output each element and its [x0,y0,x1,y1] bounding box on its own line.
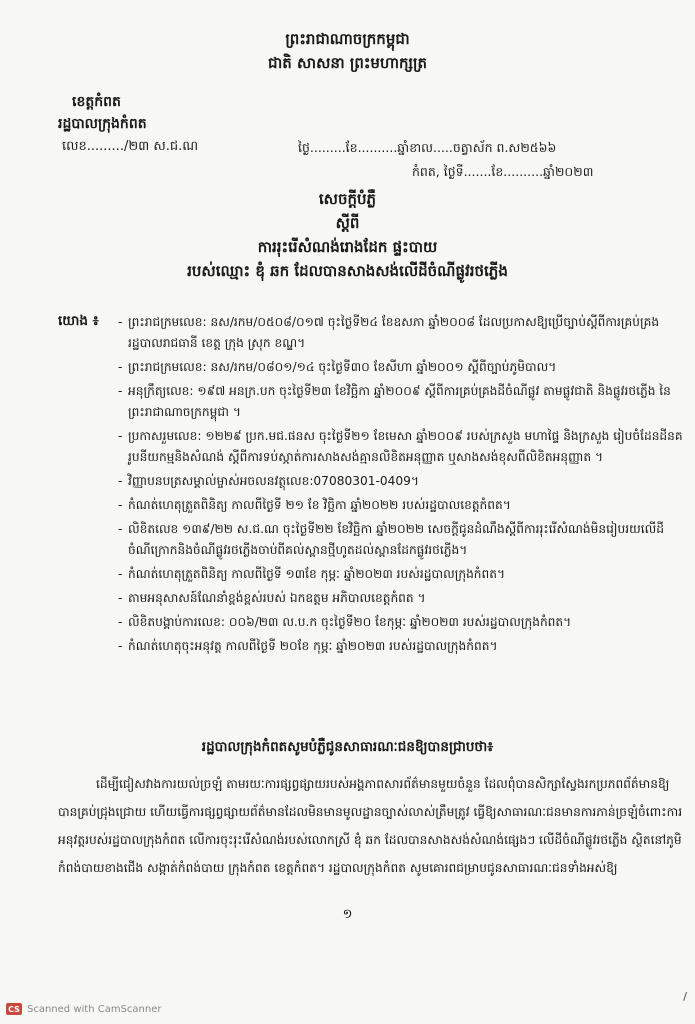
doc-subtitle-about: ស្តីពី [335,214,360,232]
body-paragraph: ដើម្បីជៀសវាងការយល់ច្រឡំ តាមរយៈការផ្សព្វផ្សាយរបស់អង្គភាពសារព័ត៌មានមួយចំនួន ដែលពុំបានសិក្សាស្វែងរកប្រភពព័ត៌មានឱ្យបានគ្រប់ជ្រុងជ្រោយ ហើយធ្វើការផ្សព្វផ្សាយព័ត៌មានដែលមិនមានមូលដ្ឋានច្បាស់លាស់ត្រឹមត្រូវ ធ្វើឱ្យសាធារណៈជនមានការភាន់ច្រឡំចំពោះការអនុវត្តរបស់រដ្ឋបាលក្រុងកំពត លើការចុះរុះរើសំណង់របស់លោកស្រី ឌុំ ឆក ដែលបានសាងសង់សំណង់ផ្សេងៗ លើដីចំណីផ្លូវរថភ្លើង ស្ថិតនៅភូមិកំពង់បាយខាងជើង សង្កាត់កំពង់បាយ ក្រុងកំពត ខេត្តកំពត។ រដ្ឋបាលក្រុងកំពត សូមគោរពជម្រាបជូនសាធារណៈជនទាំងអស់ឱ្យ [58,777,683,875]
corner-mark: / [683,990,687,1003]
motto-heading: ជាតិ សាសនា ព្រះមហាក្សត្រ [268,54,427,72]
reference-number-suffix: /២៣ ស.ជ.ណ [123,139,199,154]
basis-item: - ប្រកាសរួមលេខ: ១២២៩ ប្រក.មជ.ផនស ចុះថ្ងៃទី២១ ខែមេសា ឆ្នាំ២០០៩ របស់ក្រសួង មហាផ្ទៃ និងក្រសួង រៀបចំដែនដីនគរូបនីយកម្មនិងសំណង់ ស្តីពីការទប់ស្កាត់ការសាងសង់គ្មានលិខិតអនុញ្ញាត ឬសាងសង់ខុសពីលិខិតអនុញ្ញាត ។ [118,426,683,468]
lunar-date: ថ្ងៃ.........ខែ..........ឆ្នាំខាល.....ចត្វាស័ក ព.ស២៥៦៦ [298,140,557,155]
basis-item: - ព្រះរាជក្រមលេខ: នស/រកម/០៨០១/១៤ ចុះថ្ងៃទី៣០ ខែសីហា ឆ្នាំ២០០១ ស្តីពីច្បាប់ភូមិបាល។ [118,357,683,378]
basis-item: - លិខិតបង្គាប់ការលេខ: ០០៦/២៣ ល.ប.ក ចុះថ្ងៃទី២០ ខែកុម្ភៈ ឆ្នាំ២០២៣ របស់រដ្ឋបាលក្រុងកំពត។ [118,612,683,633]
page-number: ១ [342,907,353,922]
basis-label: យោង ៖ [58,313,99,329]
camscanner-logo-icon: CS [6,1003,22,1015]
scanner-label: Scanned with CamScanner [27,1003,162,1015]
basis-item: - កំណត់ហេតុត្រួតពិនិត្យ កាលពីថ្ងៃទី ១៣ខែ កុម្ភៈ ឆ្នាំ២០២៣ របស់រដ្ឋបាលក្រុងកំពត។ [118,564,683,585]
basis-item: - តាមអនុសាសន៍ណែនាំខ្ពង់ខ្ពស់របស់ ឯកឧត្តម អភិបាលខេត្តកំពត ។ [118,588,683,609]
announcement-heading: រដ្ឋបាលក្រុងកំពតសូមបំភ្លឺជូនសាធារណៈជនឱ្យបានជ្រាបថា៖ [201,739,494,755]
province-label: ខេត្តកំពត [72,94,121,110]
basis-list [118,312,683,660]
basis-item: - កំណត់ហេតុត្រួតពិនិត្យ កាលពីថ្ងៃទី ២១ ខែ វិច្ឆិកា ឆ្នាំ២០២២ របស់រដ្ឋបាលខេត្តកំពត។ [118,495,683,516]
basis-item: - ព្រះរាជក្រមលេខ: នស/រកម/០៥០៨/០១៧ ចុះថ្ងៃទី២៤ ខែឧសភា ឆ្នាំ២០០៨ ដែលប្រកាសឱ្យប្រើច្បាប់ស្តីពីការគ្រប់គ្រងរដ្ឋបាលរាជធានី ខេត្ត ក្រុង ស្រុក ខណ្ឌ។ [118,312,683,354]
kingdom-heading: ព្រះរាជាណាចក្រកម្ពុជា [285,30,410,48]
basis-item: - លិខិតលេខ ១៣៩/២២ ស.ជ.ណ ចុះថ្ងៃទី២២ ខែវិច្ឆិកា ឆ្នាំ២០២២ សេចក្តីជូនដំណឹងស្តីពីការរុះរើសំណង់មិនរៀបរយលើដីចំណីក្រោកនិងចំណីផ្លូវរថភ្លើងចាប់ពីគល់ស្ពានថ្មីហូតដល់ស្ពានដែកផ្លូវរថភ្លើង។ [118,519,683,561]
basis-item: - អនុក្រឹត្យលេខ: ១៩៧ អនក្រ.បក ចុះថ្ងៃទី២៣ ខែវិច្ឆិកា ឆ្នាំ២០០៩ ស្តីពីការគ្រប់គ្រងដីចំណីផ្លូវ តាមផ្លូវជាតិ និងផ្លូវរថភ្លើង នៃព្រះរាជាណាចក្រកម្ពុជា ។ [118,381,683,423]
administration-label: រដ្ឋបាលក្រុងកំពត [58,116,147,132]
doc-title: សេចក្តីបំភ្លឺ [318,190,377,208]
reference-number-label: លេខ......... [62,139,124,154]
basis-item: - វិញ្ញាបនបត្រសម្គាល់ម្ចាស់អចលនវត្ថុលេខ:07080301-0409។ [118,471,683,492]
reference-number [62,138,198,157]
doc-subject-line2: របស់ឈ្មោះ ឌុំ ឆក ដែលបានសាងសង់លើដីចំណីផ្លូវរថភ្លើង [187,262,508,280]
basis-item: - កំណត់ហេតុចុះអនុវត្ត កាលពីថ្ងៃទី ២០ខែ កុម្ភៈ ឆ្នាំ២០២៣ របស់រដ្ឋបាលក្រុងកំពត។ [118,636,683,657]
doc-subject-line1: ការរុះរើសំណង់រោងដែក ផ្ទះបាយ [257,238,438,256]
scanner-watermark [6,1003,162,1015]
solar-date: កំពត, ថ្ងៃទី.......ខែ..........ឆ្នាំ២០២៣ [412,164,594,179]
